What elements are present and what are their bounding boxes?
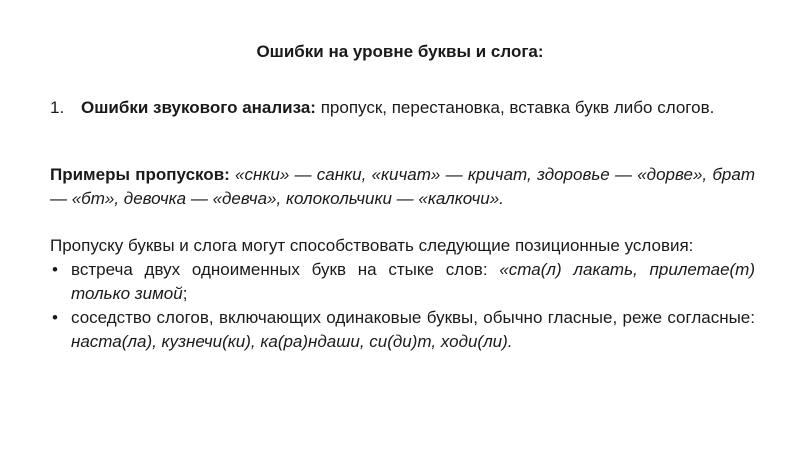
item-1-heading: Ошибки звукового анализа: xyxy=(81,98,316,117)
list-item xyxy=(50,306,755,354)
examples-heading: Примеры пропусков: xyxy=(50,165,230,184)
bullet-icon: • xyxy=(52,260,58,279)
item-1-text xyxy=(81,96,755,120)
conditions-list xyxy=(50,258,755,354)
examples-text: «снки» — санки, «кичат» — кричат, здоровье — «дорве», брат — «бт», девочка — «девча», колокольчики — «калкочи». xyxy=(50,165,755,208)
bullet-example: «ста(л) лакать, прилетае(т) только зимой xyxy=(71,260,756,303)
item-1-body: пропуск, перестановка, вставка букв либо слогов. xyxy=(315,98,715,117)
slide-title: Ошибки на уровне буквы и слога: xyxy=(256,42,544,61)
bullet-tail: ; xyxy=(182,284,188,303)
bullet-icon: • xyxy=(52,308,58,327)
list-item xyxy=(50,258,755,306)
examples-paragraph xyxy=(50,163,755,211)
conditions-section xyxy=(50,234,755,354)
bullet-text: встреча двух одноименных букв на стыке слов: xyxy=(71,260,500,279)
bullet-example: наста(ла), кузнечи(ки), ка(ра)ндаши, си(ди)т, ходи(ли). xyxy=(71,332,513,351)
item-number: 1. xyxy=(50,98,65,117)
bullet-text: соседство слогов, включающих одинаковые буквы, обычно гласные, реже согласные: xyxy=(71,308,755,327)
numbered-item-1 xyxy=(50,96,755,120)
conditions-intro: Пропуску буквы и слога могут способствовать следующие позиционные условия: xyxy=(50,236,694,255)
